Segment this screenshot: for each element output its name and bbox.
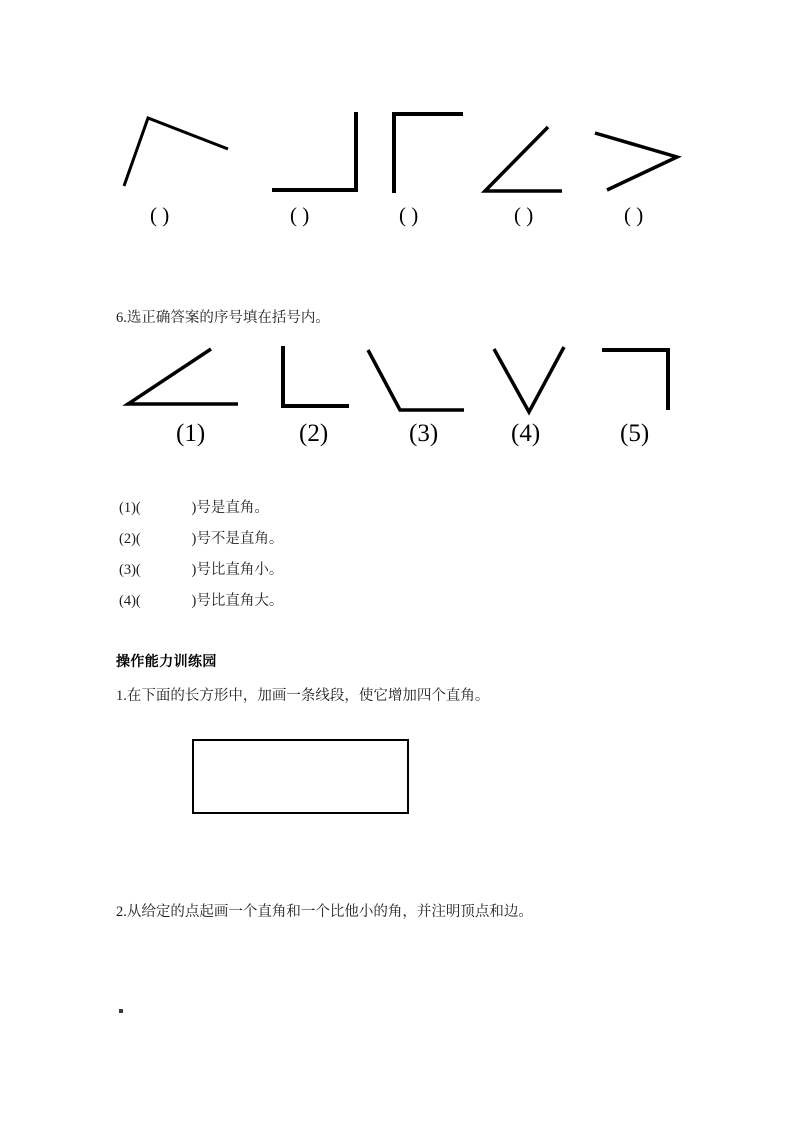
q6-figure-label-1: (1): [176, 420, 206, 447]
q6-figure-label-2: (2): [299, 420, 329, 447]
start-point-dot[interactable]: [119, 1009, 123, 1013]
answer-blank-2[interactable]: ( ): [290, 203, 310, 227]
q6-item-2[interactable]: (2)( )号不是直角。: [119, 531, 284, 547]
top-figure-5-acute-angle: [595, 133, 677, 190]
q6-figure-3-obtuse-angle: [368, 350, 464, 410]
question-6-prompt: 6.选正确答案的序号填在括号内。: [116, 310, 330, 326]
answer-blank-1[interactable]: ( ): [150, 203, 170, 227]
q6-item-1[interactable]: (1)( )号是直角。: [119, 500, 269, 516]
q6-item-4[interactable]: (4)( )号比直角大。: [119, 593, 284, 609]
q6-item-3[interactable]: (3)( )号比直角小。: [119, 562, 284, 578]
q6-figure-1-acute-angle: [128, 349, 238, 404]
top-figure-2-right-angle: [272, 112, 356, 190]
section2-item-1: 1.在下面的长方形中，加画一条线段，使它增加四个直角。: [116, 688, 490, 704]
top-figure-3-right-angle: [394, 114, 463, 193]
q6-figure-2-right-angle: [283, 346, 349, 406]
section-heading-operation: 操作能力训练园: [116, 654, 217, 670]
answer-blank-5[interactable]: ( ): [624, 203, 644, 227]
q6-figure-label-5: (5): [620, 420, 650, 447]
q6-figure-5-right-angle: [602, 350, 668, 410]
answer-blank-4[interactable]: ( ): [514, 203, 534, 227]
section2-item-2: 2.从给定的点起画一个直角和一个比他小的角，并注明顶点和边。: [116, 904, 533, 920]
top-answer-blank-row: [0, 202, 793, 228]
answer-blank-3[interactable]: ( ): [399, 203, 419, 227]
blank-rectangle[interactable]: [192, 739, 409, 814]
top-figure-4-acute-angle: [485, 127, 562, 191]
q6-figure-label-3: (3): [409, 420, 439, 447]
q6-figure-label-row: [0, 418, 793, 450]
top-figure-1-obtuse-angle: [124, 118, 228, 186]
q6-figure-4-acute-angle: [494, 347, 564, 412]
q6-figure-label-4: (4): [511, 420, 541, 447]
